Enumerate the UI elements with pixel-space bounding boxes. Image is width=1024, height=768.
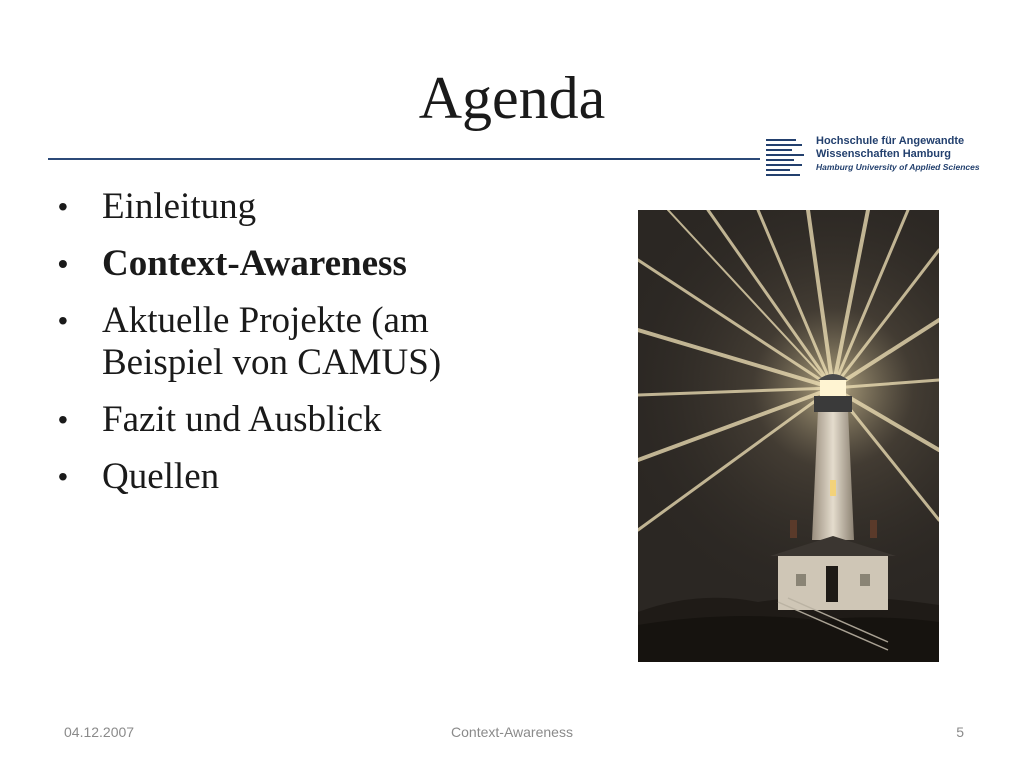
agenda-item <box>58 300 528 384</box>
slide-title: Agenda <box>418 65 606 131</box>
agenda-list <box>58 186 528 513</box>
bullet-icon: • <box>58 191 68 222</box>
title-divider <box>48 158 760 160</box>
logo-line-3: Hamburg University of Applied Sciences <box>816 162 980 172</box>
logo-line-1: Hochschule für Angewandte <box>816 135 965 147</box>
agenda-item-current <box>58 243 528 285</box>
logo-mark-icon <box>766 137 806 177</box>
footer-date: 04.12.2007 <box>64 724 135 740</box>
agenda-item-label: Einleitung <box>102 186 257 227</box>
university-logo <box>766 133 996 177</box>
bullet-icon: • <box>58 461 68 492</box>
logo-text <box>816 135 980 173</box>
agenda-item <box>58 186 528 228</box>
lighthouse-photo <box>638 210 939 662</box>
agenda-item-label: Quellen <box>102 456 220 497</box>
bullet-icon: • <box>58 248 68 279</box>
footer-title: Context-Awareness <box>451 724 573 740</box>
bullet-icon: • <box>58 404 68 435</box>
bullet-icon: • <box>58 305 68 336</box>
logo-line-2: Wissenschaften Hamburg <box>816 148 951 160</box>
agenda-item <box>58 456 528 498</box>
agenda-item <box>58 399 528 441</box>
agenda-item-label: Aktuelle Projekte (am Beispiel von CAMUS) <box>102 300 442 383</box>
agenda-item-label: Fazit und Ausblick <box>102 399 382 440</box>
agenda-item-label: Context-Awareness <box>102 243 407 284</box>
page-number: 5 <box>956 724 964 740</box>
